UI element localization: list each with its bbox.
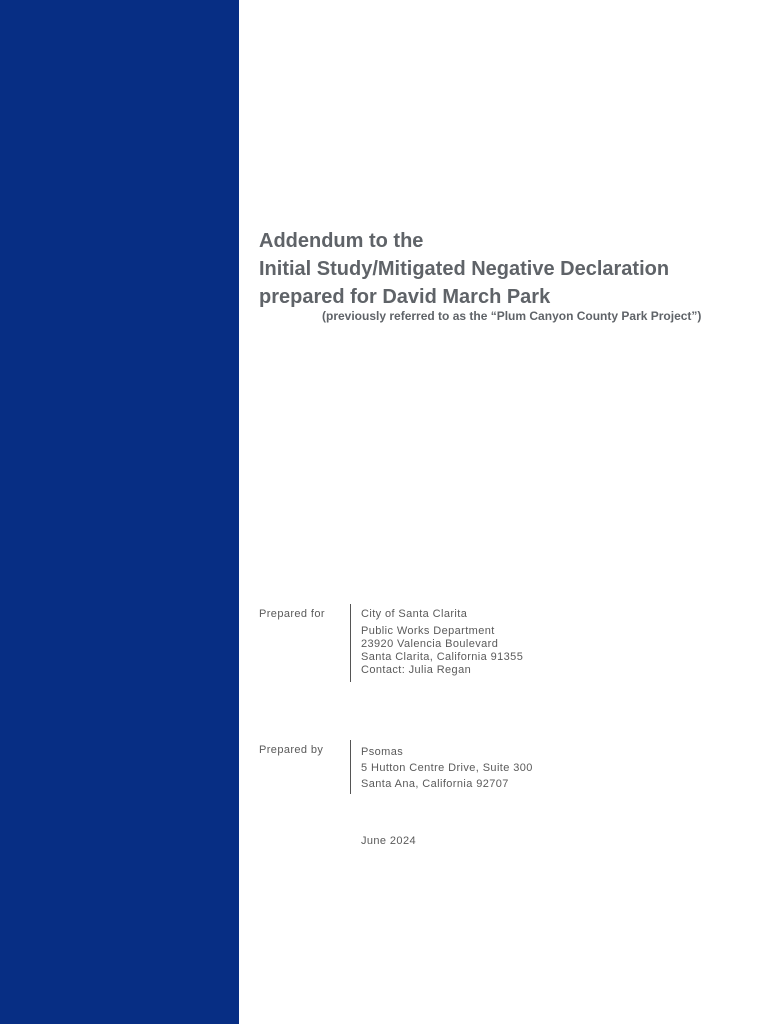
title-line-1: Addendum to the [259, 230, 424, 252]
title-line-3: prepared for David March Park [259, 286, 551, 308]
prepared-by-org: Psomas [361, 746, 404, 758]
prepared-for-department: Public Works Department [361, 625, 495, 637]
prepared-by-street: 5 Hutton Centre Drive, Suite 300 [361, 762, 533, 774]
document-date: June 2024 [361, 835, 416, 847]
prepared-by-address [361, 744, 533, 792]
prepared-by-label: Prepared by [259, 744, 324, 756]
document-subtitle: (previously referred to as the “Plum Canyon County Park Project”) [322, 309, 702, 323]
prepared-for-contact: Contact: Julia Regan [361, 664, 472, 676]
cover-side-band [0, 0, 239, 1024]
prepared-by-divider [350, 740, 351, 794]
prepared-for-label: Prepared for [259, 608, 325, 620]
prepared-for-org: City of Santa Clarita [361, 608, 468, 620]
prepared-for-city: Santa Clarita, California 91355 [361, 651, 524, 663]
prepared-by-city: Santa Ana, California 92707 [361, 778, 509, 790]
document-title [259, 227, 759, 311]
prepared-for-street: 23920 Valencia Boulevard [361, 638, 499, 650]
prepared-for-address [361, 608, 523, 677]
title-line-2: Initial Study/Mitigated Negative Declaration [259, 258, 670, 280]
prepared-for-divider [350, 604, 351, 682]
